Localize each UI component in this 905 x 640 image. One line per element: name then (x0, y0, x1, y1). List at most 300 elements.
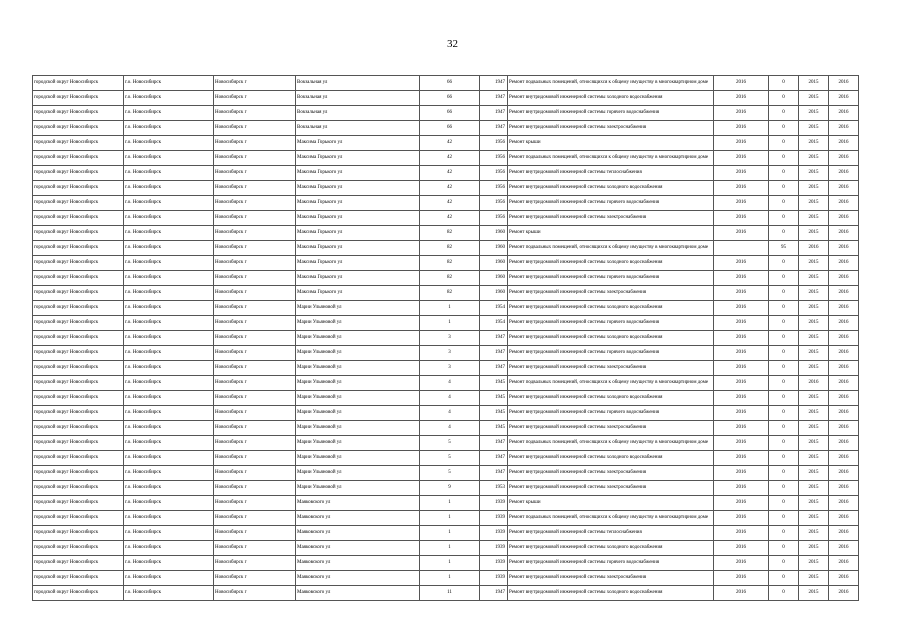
end-year-cell: 2016 (829, 211, 859, 226)
district-cell: г.о. Новосибирск (124, 391, 214, 406)
city-cell: Новосибирск г (214, 511, 296, 526)
end-year-cell: 2016 (829, 406, 859, 421)
end-year-cell: 2016 (829, 316, 859, 331)
municipality-cell: городской округ Новосибирск (33, 451, 124, 466)
build-year-cell: 1947 (480, 76, 508, 91)
start-year-cell: 2015 (799, 256, 829, 271)
house-number-cell: 66 (420, 121, 480, 136)
district-cell: г.о. Новосибирск (124, 526, 214, 541)
amount-cell: 0 (769, 586, 799, 601)
district-cell: г.о. Новосибирск (124, 226, 214, 241)
build-year-cell: 1954 (480, 301, 508, 316)
street-cell: Марии Ульяновой ул (296, 346, 420, 361)
city-cell: Новосибирск г (214, 331, 296, 346)
street-cell: Максима Горького ул (296, 241, 420, 256)
house-number-cell: 82 (420, 226, 480, 241)
municipality-cell: городской округ Новосибирск (33, 121, 124, 136)
amount-cell: 0 (769, 136, 799, 151)
house-number-cell: 82 (420, 271, 480, 286)
city-cell: Новосибирск г (214, 226, 296, 241)
build-year-cell: 1945 (480, 376, 508, 391)
end-year-cell: 2016 (829, 586, 859, 601)
city-cell: Новосибирск г (214, 256, 296, 271)
table-row (33, 151, 859, 166)
table-row (33, 136, 859, 151)
start-year-cell: 2015 (799, 496, 829, 511)
municipality-cell: городской округ Новосибирск (33, 76, 124, 91)
district-cell: г.о. Новосибирск (124, 331, 214, 346)
house-number-cell: 4 (420, 421, 480, 436)
plan-year-cell: 2016 (714, 316, 769, 331)
street-cell: Марии Ульяновой ул (296, 451, 420, 466)
work-type-cell: Ремонт внутридомовой инженерной системы холодного водоснабжения (508, 256, 714, 271)
work-type-cell: Ремонт внутридомовой инженерной системы холодного водоснабжения (508, 181, 714, 196)
house-number-cell: 1 (420, 526, 480, 541)
house-number-cell: 66 (420, 106, 480, 121)
house-number-cell: 5 (420, 451, 480, 466)
table-row (33, 556, 859, 571)
amount-cell: 0 (769, 271, 799, 286)
table-row (33, 346, 859, 361)
table-row (33, 196, 859, 211)
end-year-cell: 2016 (829, 496, 859, 511)
city-cell: Новосибирск г (214, 571, 296, 586)
street-cell: Максима Горького ул (296, 181, 420, 196)
end-year-cell: 2016 (829, 91, 859, 106)
amount-cell: 0 (769, 76, 799, 91)
table-row (33, 316, 859, 331)
start-year-cell: 2015 (799, 211, 829, 226)
plan-year-cell: 2016 (714, 121, 769, 136)
municipality-cell: городской округ Новосибирск (33, 196, 124, 211)
end-year-cell: 2016 (829, 256, 859, 271)
plan-year-cell: 2016 (714, 136, 769, 151)
amount-cell: 95 (769, 241, 799, 256)
house-number-cell: 66 (420, 91, 480, 106)
work-type-cell: Ремонт крыши (508, 226, 714, 241)
plan-year-cell: 2016 (714, 421, 769, 436)
house-number-cell: 1 (420, 511, 480, 526)
plan-year-cell: 2016 (714, 286, 769, 301)
street-cell: Марии Ульяновой ул (296, 391, 420, 406)
table-row (33, 241, 859, 256)
end-year-cell: 2016 (829, 271, 859, 286)
work-type-cell: Ремонт внутридомовой инженерной системы холодного водоснабжения (508, 301, 714, 316)
plan-year-cell: 2016 (714, 301, 769, 316)
work-type-cell: Ремонт внутридомовой инженерной системы горячего водоснабжения (508, 196, 714, 211)
capital-repair-table (32, 75, 859, 601)
municipality-cell: городской округ Новосибирск (33, 586, 124, 601)
work-type-cell: Ремонт внутридомовой инженерной системы холодного водоснабжения (508, 91, 714, 106)
start-year-cell: 2015 (799, 271, 829, 286)
plan-year-cell: 2016 (714, 391, 769, 406)
plan-year-cell: 2016 (714, 331, 769, 346)
build-year-cell: 1939 (480, 526, 508, 541)
district-cell: г.о. Новосибирск (124, 436, 214, 451)
street-cell: Максима Горького ул (296, 271, 420, 286)
district-cell: г.о. Новосибирск (124, 241, 214, 256)
city-cell: Новосибирск г (214, 481, 296, 496)
work-type-cell: Ремонт внутридомовой инженерной системы горячего водоснабжения (508, 271, 714, 286)
district-cell: г.о. Новосибирск (124, 376, 214, 391)
amount-cell: 0 (769, 91, 799, 106)
city-cell: Новосибирск г (214, 211, 296, 226)
table-row (33, 256, 859, 271)
city-cell: Новосибирск г (214, 196, 296, 211)
build-year-cell: 1954 (480, 316, 508, 331)
start-year-cell: 2015 (799, 451, 829, 466)
build-year-cell: 1947 (480, 91, 508, 106)
table-row (33, 181, 859, 196)
work-type-cell: Ремонт крыши (508, 136, 714, 151)
work-type-cell: Ремонт внутридомовой инженерной системы горячего водоснабжения (508, 316, 714, 331)
house-number-cell: 82 (420, 241, 480, 256)
table-row (33, 391, 859, 406)
build-year-cell: 1960 (480, 256, 508, 271)
municipality-cell: городской округ Новосибирск (33, 541, 124, 556)
plan-year-cell: 2016 (714, 526, 769, 541)
city-cell: Новосибирск г (214, 151, 296, 166)
table-row (33, 526, 859, 541)
work-type-cell: Ремонт внутридомовой инженерной системы горячего водоснабжения (508, 406, 714, 421)
build-year-cell: 1947 (480, 106, 508, 121)
build-year-cell: 1956 (480, 166, 508, 181)
amount-cell: 0 (769, 196, 799, 211)
house-number-cell: 3 (420, 331, 480, 346)
street-cell: Максима Горького ул (296, 226, 420, 241)
table-body (33, 76, 859, 601)
municipality-cell: городской округ Новосибирск (33, 511, 124, 526)
municipality-cell: городской округ Новосибирск (33, 241, 124, 256)
street-cell: Маяковского ул (296, 511, 420, 526)
end-year-cell: 2016 (829, 121, 859, 136)
end-year-cell: 2016 (829, 541, 859, 556)
work-type-cell: Ремонт внутридомовой инженерной системы электроснабжения (508, 481, 714, 496)
street-cell: Маяковского ул (296, 496, 420, 511)
work-type-cell: Ремонт внутридомовой инженерной системы теплоснабжения (508, 526, 714, 541)
district-cell: г.о. Новосибирск (124, 421, 214, 436)
street-cell: Марии Ульяновой ул (296, 301, 420, 316)
amount-cell: 0 (769, 391, 799, 406)
start-year-cell: 2015 (799, 91, 829, 106)
end-year-cell: 2016 (829, 76, 859, 91)
house-number-cell: 3 (420, 346, 480, 361)
work-type-cell: Ремонт внутридомовой инженерной системы электроснабжения (508, 421, 714, 436)
start-year-cell: 2015 (799, 571, 829, 586)
start-year-cell: 2015 (799, 136, 829, 151)
amount-cell: 0 (769, 511, 799, 526)
district-cell: г.о. Новосибирск (124, 136, 214, 151)
work-type-cell: Ремонт внутридомовой инженерной системы электроснабжения (508, 571, 714, 586)
work-type-cell: Ремонт внутридомовой инженерной системы электроснабжения (508, 211, 714, 226)
table-row (33, 496, 859, 511)
end-year-cell: 2016 (829, 241, 859, 256)
amount-cell: 0 (769, 451, 799, 466)
street-cell: Максима Горького ул (296, 151, 420, 166)
start-year-cell: 2015 (799, 226, 829, 241)
municipality-cell: городской округ Новосибирск (33, 136, 124, 151)
start-year-cell: 2015 (799, 286, 829, 301)
municipality-cell: городской округ Новосибирск (33, 316, 124, 331)
street-cell: Маяковского ул (296, 541, 420, 556)
house-number-cell: 1 (420, 556, 480, 571)
start-year-cell: 2016 (799, 241, 829, 256)
end-year-cell: 2016 (829, 451, 859, 466)
city-cell: Новосибирск г (214, 166, 296, 181)
work-type-cell: Ремонт подвальных помещений, относящихся к общему имуществу в многоквартирном доме (508, 511, 714, 526)
plan-year-cell (714, 241, 769, 256)
build-year-cell: 1939 (480, 541, 508, 556)
work-type-cell: Ремонт внутридомовой инженерной системы горячего водоснабжения (508, 106, 714, 121)
street-cell: Марии Ульяновой ул (296, 406, 420, 421)
work-type-cell: Ремонт крыши (508, 496, 714, 511)
work-type-cell: Ремонт подвальных помещений, относящихся к общему имуществу в многоквартирном доме (508, 376, 714, 391)
city-cell: Новосибирск г (214, 586, 296, 601)
city-cell: Новосибирск г (214, 316, 296, 331)
district-cell: г.о. Новосибирск (124, 196, 214, 211)
plan-year-cell: 2016 (714, 76, 769, 91)
plan-year-cell: 2016 (714, 271, 769, 286)
district-cell: г.о. Новосибирск (124, 166, 214, 181)
build-year-cell: 1947 (480, 436, 508, 451)
build-year-cell: 1947 (480, 121, 508, 136)
work-type-cell: Ремонт внутридомовой инженерной системы холодного водоснабжения (508, 586, 714, 601)
end-year-cell: 2016 (829, 196, 859, 211)
street-cell: Максима Горького ул (296, 136, 420, 151)
amount-cell: 0 (769, 421, 799, 436)
house-number-cell: 3 (420, 361, 480, 376)
work-type-cell: Ремонт внутридомовой инженерной системы горячего водоснабжения (508, 346, 714, 361)
amount-cell: 0 (769, 316, 799, 331)
city-cell: Новосибирск г (214, 286, 296, 301)
house-number-cell: 1 (420, 316, 480, 331)
municipality-cell: городской округ Новосибирск (33, 421, 124, 436)
municipality-cell: городской округ Новосибирск (33, 496, 124, 511)
start-year-cell: 2015 (799, 391, 829, 406)
work-type-cell: Ремонт внутридомовой инженерной системы электроснабжения (508, 121, 714, 136)
work-type-cell: Ремонт подвальных помещений, относящихся к общему имуществу в многоквартирном доме (508, 76, 714, 91)
end-year-cell: 2016 (829, 556, 859, 571)
city-cell: Новосибирск г (214, 496, 296, 511)
amount-cell: 0 (769, 106, 799, 121)
city-cell: Новосибирск г (214, 451, 296, 466)
municipality-cell: городской округ Новосибирск (33, 166, 124, 181)
amount-cell: 0 (769, 481, 799, 496)
work-type-cell: Ремонт внутридомовой инженерной системы электроснабжения (508, 466, 714, 481)
start-year-cell: 2015 (799, 466, 829, 481)
table-row (33, 301, 859, 316)
house-number-cell: 42 (420, 211, 480, 226)
page-number: 32 (447, 38, 458, 50)
build-year-cell: 1939 (480, 571, 508, 586)
municipality-cell: городской округ Новосибирск (33, 226, 124, 241)
municipality-cell: городской округ Новосибирск (33, 346, 124, 361)
build-year-cell: 1947 (480, 346, 508, 361)
table-row (33, 421, 859, 436)
street-cell: Марии Ульяновой ул (296, 331, 420, 346)
district-cell: г.о. Новосибирск (124, 406, 214, 421)
start-year-cell: 2015 (799, 436, 829, 451)
amount-cell: 0 (769, 151, 799, 166)
end-year-cell: 2016 (829, 436, 859, 451)
plan-year-cell: 2016 (714, 376, 769, 391)
street-cell: Вокзальная ул (296, 121, 420, 136)
municipality-cell: городской округ Новосибирск (33, 481, 124, 496)
build-year-cell: 1956 (480, 136, 508, 151)
city-cell: Новосибирск г (214, 91, 296, 106)
district-cell: г.о. Новосибирск (124, 496, 214, 511)
end-year-cell: 2016 (829, 526, 859, 541)
plan-year-cell: 2016 (714, 406, 769, 421)
street-cell: Марии Ульяновой ул (296, 421, 420, 436)
amount-cell: 0 (769, 526, 799, 541)
build-year-cell: 1947 (480, 331, 508, 346)
work-type-cell: Ремонт подвальных помещений, относящихся к общему имуществу в многоквартирном доме (508, 436, 714, 451)
end-year-cell: 2016 (829, 481, 859, 496)
plan-year-cell: 2016 (714, 436, 769, 451)
street-cell: Максима Горького ул (296, 196, 420, 211)
district-cell: г.о. Новосибирск (124, 271, 214, 286)
start-year-cell: 2015 (799, 316, 829, 331)
start-year-cell: 2015 (799, 121, 829, 136)
amount-cell: 0 (769, 571, 799, 586)
house-number-cell: 42 (420, 166, 480, 181)
plan-year-cell: 2016 (714, 226, 769, 241)
build-year-cell: 1945 (480, 421, 508, 436)
start-year-cell: 2016 (799, 376, 829, 391)
build-year-cell: 1945 (480, 406, 508, 421)
district-cell: г.о. Новосибирск (124, 211, 214, 226)
end-year-cell: 2016 (829, 421, 859, 436)
start-year-cell: 2015 (799, 76, 829, 91)
city-cell: Новосибирск г (214, 466, 296, 481)
amount-cell: 0 (769, 376, 799, 391)
district-cell: г.о. Новосибирск (124, 76, 214, 91)
plan-year-cell: 2016 (714, 166, 769, 181)
amount-cell: 0 (769, 436, 799, 451)
end-year-cell: 2016 (829, 106, 859, 121)
street-cell: Максима Горького ул (296, 211, 420, 226)
end-year-cell: 2016 (829, 181, 859, 196)
table-row (33, 271, 859, 286)
start-year-cell: 2015 (799, 421, 829, 436)
end-year-cell: 2016 (829, 361, 859, 376)
table-row (33, 91, 859, 106)
district-cell: г.о. Новосибирск (124, 466, 214, 481)
start-year-cell: 2015 (799, 166, 829, 181)
build-year-cell: 1947 (480, 586, 508, 601)
plan-year-cell: 2016 (714, 346, 769, 361)
district-cell: г.о. Новосибирск (124, 256, 214, 271)
city-cell: Новосибирск г (214, 436, 296, 451)
end-year-cell: 2016 (829, 151, 859, 166)
city-cell: Новосибирск г (214, 76, 296, 91)
start-year-cell: 2015 (799, 331, 829, 346)
city-cell: Новосибирск г (214, 346, 296, 361)
end-year-cell: 2016 (829, 391, 859, 406)
start-year-cell: 2015 (799, 511, 829, 526)
plan-year-cell: 2016 (714, 511, 769, 526)
municipality-cell: городской округ Новосибирск (33, 526, 124, 541)
end-year-cell: 2016 (829, 286, 859, 301)
district-cell: г.о. Новосибирск (124, 286, 214, 301)
work-type-cell: Ремонт внутридомовой инженерной системы холодного водоснабжения (508, 331, 714, 346)
plan-year-cell: 2016 (714, 256, 769, 271)
work-type-cell: Ремонт внутридомовой инженерной системы холодного водоснабжения (508, 451, 714, 466)
table-row (33, 121, 859, 136)
end-year-cell: 2016 (829, 166, 859, 181)
amount-cell: 0 (769, 361, 799, 376)
table-row (33, 481, 859, 496)
street-cell: Вокзальная ул (296, 76, 420, 91)
work-type-cell: Ремонт внутридомовой инженерной системы теплоснабжения (508, 166, 714, 181)
table-row (33, 571, 859, 586)
build-year-cell: 1939 (480, 511, 508, 526)
work-type-cell: Ремонт внутридомовой инженерной системы электроснабжения (508, 286, 714, 301)
city-cell: Новосибирск г (214, 271, 296, 286)
plan-year-cell: 2016 (714, 481, 769, 496)
street-cell: Марии Ульяновой ул (296, 316, 420, 331)
amount-cell: 0 (769, 181, 799, 196)
amount-cell: 0 (769, 406, 799, 421)
district-cell: г.о. Новосибирск (124, 106, 214, 121)
municipality-cell: городской округ Новосибирск (33, 91, 124, 106)
house-number-cell: 82 (420, 256, 480, 271)
municipality-cell: городской округ Новосибирск (33, 466, 124, 481)
work-type-cell: Ремонт подвальных помещений, относящихся к общему имуществу в многоквартирном доме (508, 241, 714, 256)
city-cell: Новосибирск г (214, 136, 296, 151)
end-year-cell: 2016 (829, 466, 859, 481)
house-number-cell: 5 (420, 436, 480, 451)
build-year-cell: 1960 (480, 286, 508, 301)
build-year-cell: 1956 (480, 151, 508, 166)
municipality-cell: городской округ Новосибирск (33, 331, 124, 346)
plan-year-cell: 2016 (714, 466, 769, 481)
plan-year-cell: 2016 (714, 106, 769, 121)
build-year-cell: 1960 (480, 226, 508, 241)
build-year-cell: 1945 (480, 391, 508, 406)
work-type-cell: Ремонт внутридомовой инженерной системы холодного водоснабжения (508, 391, 714, 406)
table-row (33, 451, 859, 466)
district-cell: г.о. Новосибирск (124, 121, 214, 136)
end-year-cell: 2016 (829, 226, 859, 241)
street-cell: Марии Ульяновой ул (296, 481, 420, 496)
table-row (33, 511, 859, 526)
table-row (33, 406, 859, 421)
build-year-cell: 1960 (480, 271, 508, 286)
start-year-cell: 2015 (799, 301, 829, 316)
start-year-cell: 2015 (799, 106, 829, 121)
table-row (33, 76, 859, 91)
district-cell: г.о. Новосибирск (124, 346, 214, 361)
street-cell: Максима Горького ул (296, 256, 420, 271)
district-cell: г.о. Новосибирск (124, 451, 214, 466)
municipality-cell: городской округ Новосибирск (33, 211, 124, 226)
house-number-cell: 11 (420, 586, 480, 601)
table-row (33, 331, 859, 346)
amount-cell: 0 (769, 226, 799, 241)
house-number-cell: 9 (420, 481, 480, 496)
plan-year-cell: 2016 (714, 571, 769, 586)
table-row (33, 436, 859, 451)
end-year-cell: 2016 (829, 376, 859, 391)
city-cell: Новосибирск г (214, 526, 296, 541)
table-row (33, 541, 859, 556)
house-number-cell: 4 (420, 376, 480, 391)
municipality-cell: городской округ Новосибирск (33, 256, 124, 271)
street-cell: Марии Ульяновой ул (296, 436, 420, 451)
street-cell: Марии Ульяновой ул (296, 376, 420, 391)
